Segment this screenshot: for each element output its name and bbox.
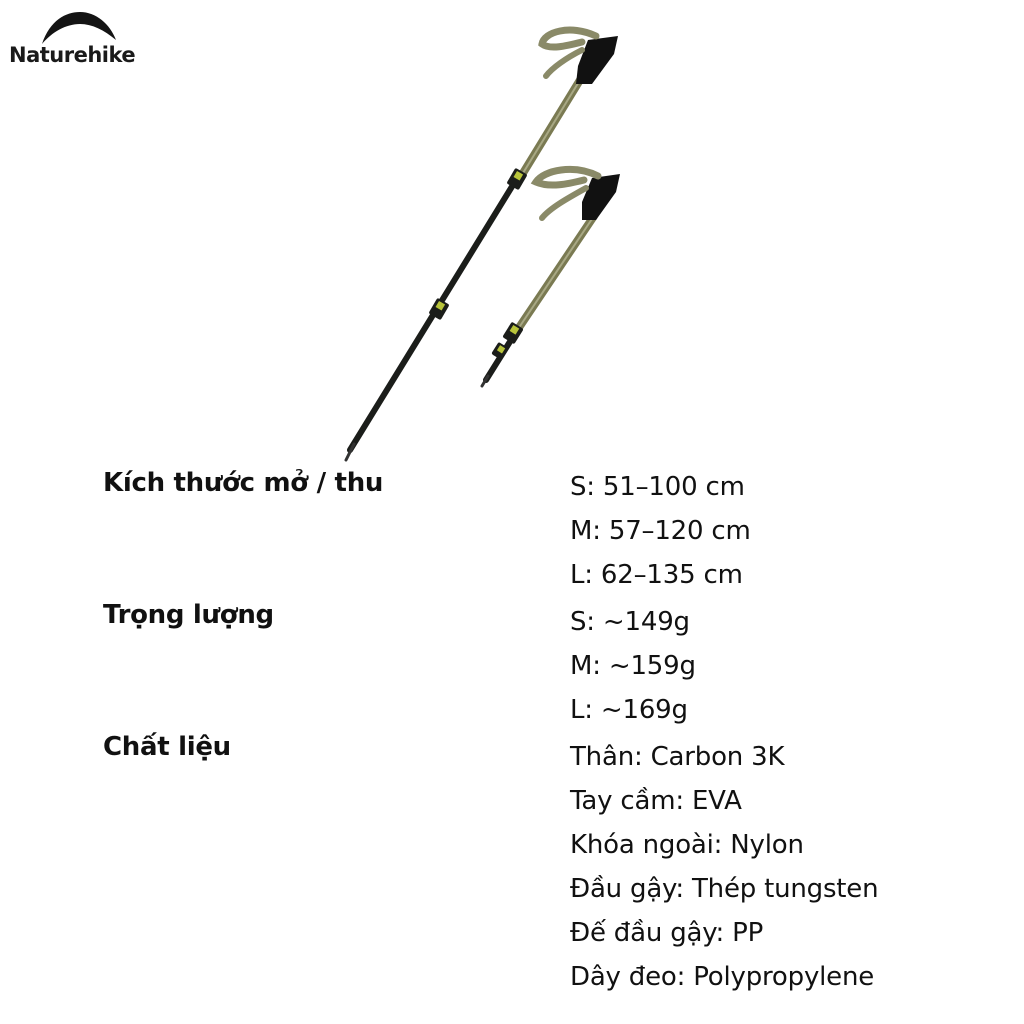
brand-logo: [8, 10, 148, 74]
spec-value: Khóa ngoài: Nylon: [570, 830, 804, 860]
spec-value: Thân: Carbon 3K: [570, 742, 785, 772]
spec-value: Đầu gậy: Thép tungsten: [570, 874, 879, 904]
spec-values-size: [570, 465, 751, 597]
spec-value: M: ~159g: [570, 651, 696, 681]
spec-label-weight: Trọng lượng: [103, 600, 274, 630]
spec-value: L: ~169g: [570, 695, 688, 725]
spec-value: S: 51–100 cm: [570, 472, 745, 502]
brand-name: Naturehike: [9, 43, 136, 67]
spec-values-material: [570, 735, 878, 999]
spec-value: Đế đầu gậy: PP: [570, 918, 764, 948]
spec-value: Dây đeo: Polypropylene: [570, 962, 875, 992]
spec-value: L: 62–135 cm: [570, 560, 743, 590]
spec-label-size: Kích thước mở / thu: [103, 468, 384, 498]
spec-value: S: ~149g: [570, 607, 690, 637]
spec-label-material: Chất liệu: [103, 732, 231, 762]
spec-value: Tay cầm: EVA: [570, 786, 742, 816]
mountain-arc-icon: [40, 10, 118, 46]
spec-value: M: 57–120 cm: [570, 516, 751, 546]
trekking-poles-illustration: [330, 20, 650, 470]
spec-values-weight: [570, 600, 696, 732]
